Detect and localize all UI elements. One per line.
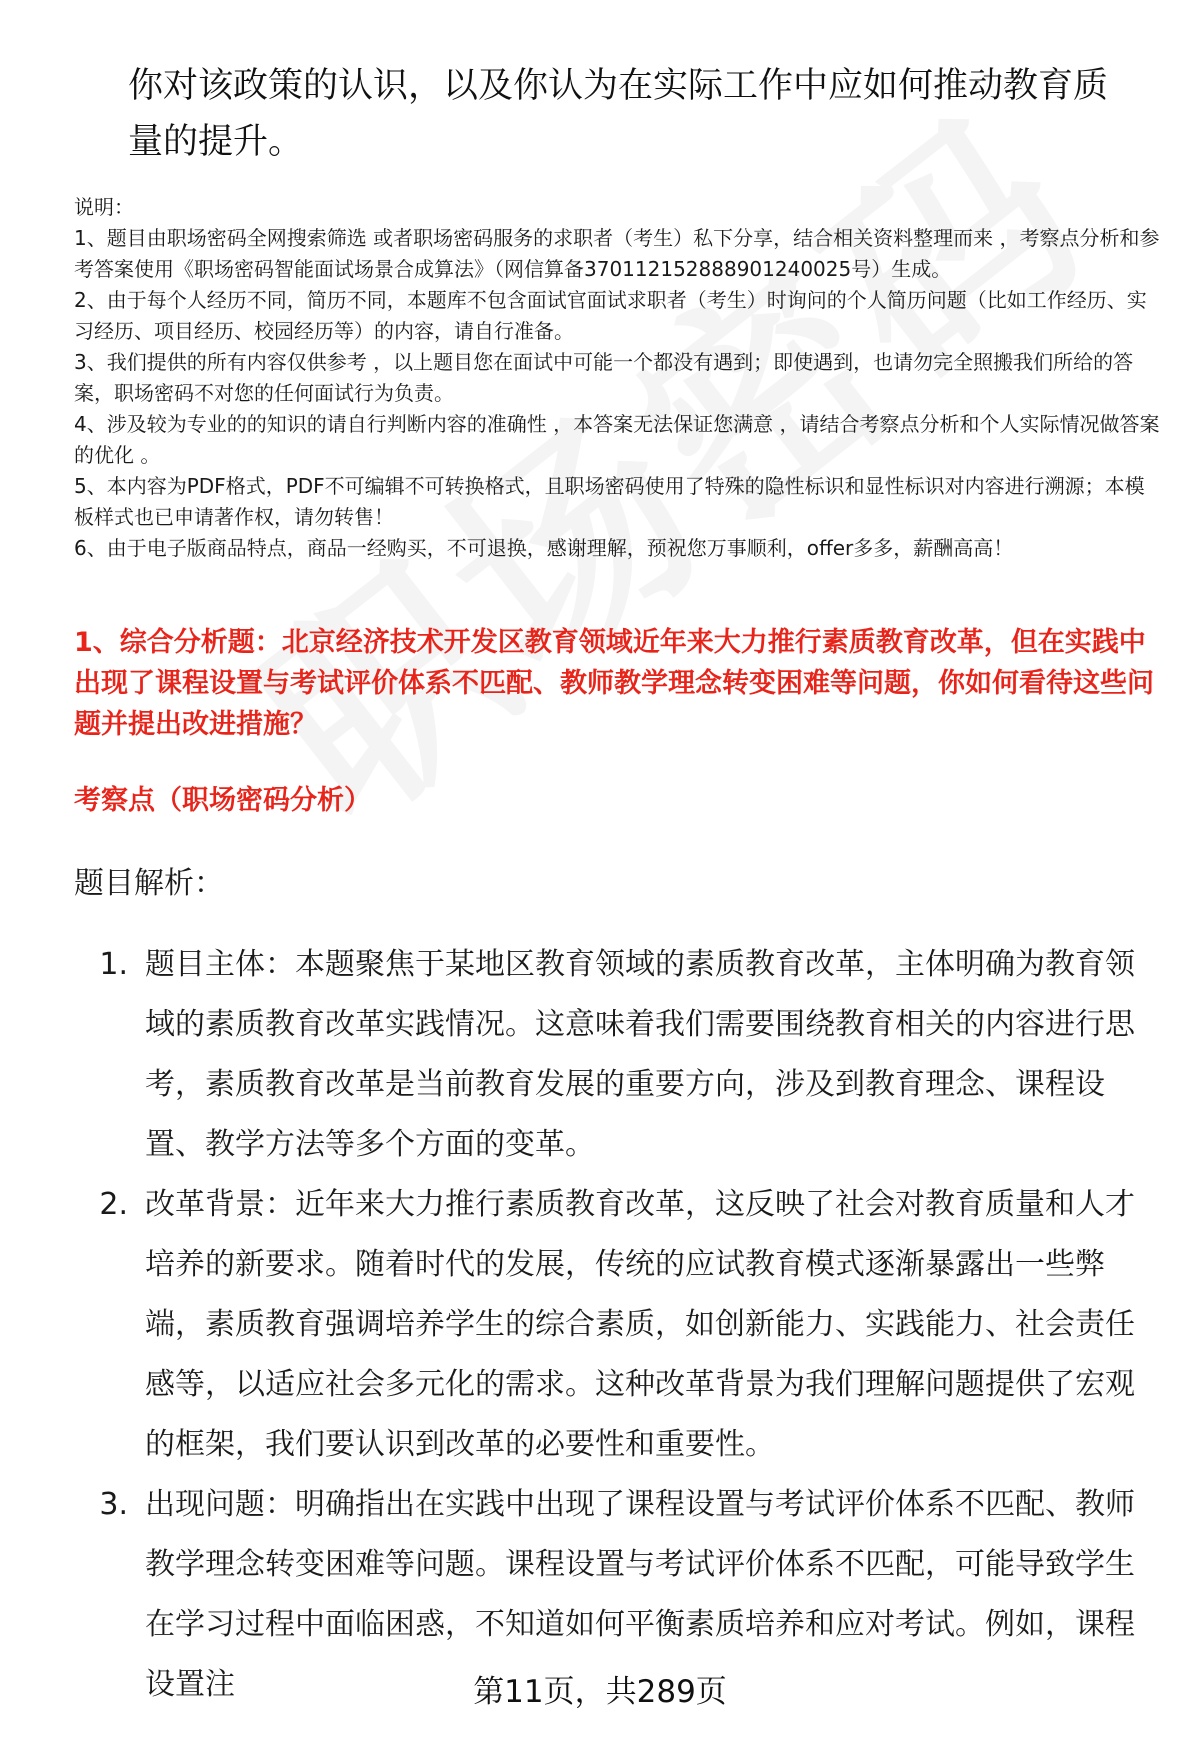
analysis-heading: 题目解析：: [74, 866, 224, 901]
analysis-list: [74, 935, 1154, 1715]
note-item: 1、题目由职场密码全网搜索筛选 或者职场密码服务的求职者（考生）私下分享，结合相关资料整理而来 ，考察点分析和参考答案使用《职场密码智能面试场景合成算法》（网信算备370112152888901240025号）生成。: [74, 226, 1160, 281]
list-item-number: 3.: [99, 1487, 128, 1522]
kaocha-heading: 考察点（职场密码分析）: [74, 785, 371, 816]
list-item: [74, 935, 1154, 1175]
note-item: 6、由于电子版商品特点，商品一经购买，不可退换，感谢理解，预祝您万事顺利，offer多多，薪酬高高！: [74, 536, 1014, 560]
notes-heading: 说明：: [74, 195, 134, 219]
note-item: 5、本内容为PDF格式，PDF不可编辑不可转换格式，且职场密码使用了特殊的隐性标识和显性标识对内容进行溯源；本模板样式也已申请著作权，请勿转售！: [74, 474, 1145, 529]
page-footer: 第11页，共289页: [473, 1674, 727, 1710]
list-item-number: 2.: [99, 1187, 128, 1222]
question-title: 1、综合分析题：北京经济技术开发区教育领域近年来大力推行素质教育改革，但在实践中出现了课程设置与考试评价体系不匹配、教师教学理念转变困难等问题，你如何看待这些问题并提出改进措施？: [74, 627, 1154, 740]
list-item-text: 出现问题：明确指出在实践中出现了课程设置与考试评价体系不匹配、教师教学理念转变困难等问题。课程设置与考试评价体系不匹配，可能导致学生在学习过程中面临困惑，不知道如何平衡素质培养和应对考试。例如，课程设置注: [145, 1487, 1135, 1702]
list-item-text: 改革背景：近年来大力推行素质教育改革，这反映了社会对教育质量和人才培养的新要求。随着时代的发展，传统的应试教育模式逐渐暴露出一些弊端，素质教育强调培养学生的综合素质，如创新能力、实践能力、社会责任感等，以适应社会多元化的需求。这种改革背景为我们理解问题提供了宏观的框架，我们要认识到改革的必要性和重要性。: [145, 1187, 1135, 1462]
note-item: 3、我们提供的所有内容仅供参考 ，以上题目您在面试中可能一个都没有遇到；即使遇到，也请勿完全照搬我们所给的答案，职场密码不对您的任何面试行为负责。: [74, 350, 1134, 405]
notes-section: [74, 192, 1164, 564]
list-item: [74, 1175, 1154, 1475]
list-item-number: 1.: [99, 947, 128, 982]
note-item: 4、涉及较为专业的的知识的请自行判断内容的准确性 ，本答案无法保证您满意 ，请结合考察点分析和个人实际情况做答案的优化 。: [74, 412, 1160, 467]
note-item: 2、由于每个人经历不同，简历不同，本题库不包含面试官面试求职者（考生）时询问的个人简历问题（比如工作经历、实习经历、项目经历、校园经历等）的内容，请自行准备。: [74, 288, 1147, 343]
intro-text: 你对该政策的认识，以及你认为在实际工作中应如何推动教育质量的提升。: [128, 66, 1109, 162]
list-item-text: 题目主体：本题聚焦于某地区教育领域的素质教育改革，主体明确为教育领域的素质教育改革实践情况。这意味着我们需要围绕教育相关的内容进行思考，素质教育改革是当前教育发展的重要方向，涉及到教育理念、课程设置、教学方法等多个方面的变革。: [145, 947, 1135, 1162]
